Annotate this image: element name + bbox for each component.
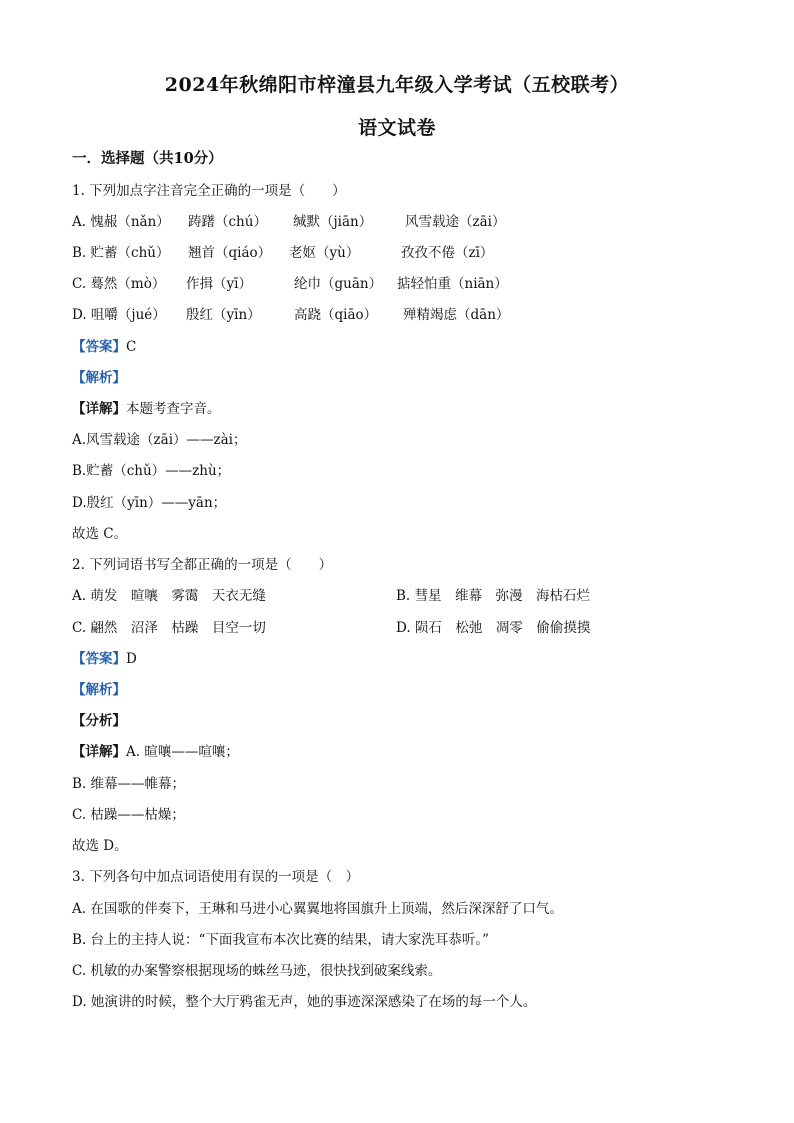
question-1-analysis	[72, 368, 126, 388]
question-3-option-c: C. 机敏的办案警察根据现场的蛛丝马迹，很快找到破案线索。	[72, 963, 442, 979]
option-item: D. 咀嚼（jué）	[72, 307, 166, 323]
option-item: A. 萌发 暄嚷 雾霭 天衣无缝	[72, 588, 266, 604]
option-item: 踌躇（chú）	[188, 214, 267, 230]
section-heading: 一．选择题（共10分）	[72, 150, 223, 167]
option-item: 孜孜不倦（zī）	[401, 245, 494, 261]
detail-tag: 【详解】	[72, 401, 126, 417]
question-2-fenxi	[72, 711, 126, 731]
fenxi-tag: 【分析】	[72, 713, 126, 729]
option-item: 纶巾（guān）	[294, 276, 383, 292]
option-item: D. 陨石 松弛 凋零 偷偷摸摸	[396, 620, 591, 636]
question-3-stem: 3. 下列各句中加点词语使用有误的一项是（ ）	[72, 869, 360, 885]
answer-value: D	[126, 651, 137, 667]
option-item: B. 贮蓄（chǔ）	[72, 245, 170, 261]
answer-tag: 【答案】	[72, 339, 126, 355]
analysis-tag: 【解析】	[72, 370, 126, 386]
option-item: C. 蓦然（mò）	[72, 276, 166, 292]
question-1-detail	[72, 399, 221, 419]
explanation-line: A.风雪载途（zāi）——zài；	[72, 432, 247, 448]
question-1-stem: 1. 下列加点字注音完全正确的一项是（ ）	[72, 183, 346, 199]
option-item: A. 愧赧（nǎn）	[72, 214, 170, 230]
explanation-line: C. 枯躁——枯燥；	[72, 807, 185, 823]
question-2-answer	[72, 649, 137, 669]
explanation-line: B.贮蓄（chǔ）——zhù；	[72, 463, 231, 479]
option-item: B. 彗星 维幕 弥漫 海枯石烂	[396, 588, 591, 604]
option-item: 老妪（yù）	[289, 245, 360, 261]
question-3-option-b: B. 台上的主持人说：“下面我宣布本次比赛的结果，请大家洗耳恭听。”	[72, 932, 490, 948]
document-subtitle: 语文试卷	[357, 117, 436, 139]
option-item: 翘首（qiáo）	[188, 245, 272, 261]
conclusion-line: 故选 C。	[72, 526, 128, 542]
analysis-tag: 【解析】	[72, 682, 126, 698]
conclusion-line: 故选 D。	[72, 838, 128, 854]
detail-tag: 【详解】	[72, 744, 126, 760]
explanation-line: B. 维幕——帷幕；	[72, 776, 186, 792]
option-item: 作揖（yī）	[186, 276, 252, 292]
answer-tag: 【答案】	[72, 651, 126, 667]
document-title: 2024年秋绵阳市梓潼县九年级入学考试（五校联考）	[164, 74, 630, 96]
detail-text: A. 暄嚷——喧嚷；	[126, 744, 239, 760]
option-item: 缄默（jiān）	[293, 214, 373, 230]
question-1-answer	[72, 337, 136, 357]
question-2-detail	[72, 742, 239, 762]
option-item: 殷红（yīn）	[186, 307, 261, 323]
question-3-option-d: D. 她演讲的时候，整个大厅鸦雀无声，她的事迹深深感染了在场的每一个人。	[72, 994, 537, 1010]
option-item: C. 翩然 沼泽 枯躁 目空一切	[72, 620, 266, 636]
question-2-stem: 2. 下列词语书写全都正确的一项是（ ）	[72, 557, 333, 573]
question-2-analysis	[72, 680, 126, 700]
question-3-option-a: A. 在国歌的伴奏下，王琳和马进小心翼翼地将国旗升上顶端，然后深深舒了口气。	[72, 901, 563, 917]
explanation-line: D.殷红（yīn）——yān；	[72, 495, 227, 511]
option-item: 掂轻怕重（niān）	[397, 276, 508, 292]
detail-text: 本题考查字音。	[126, 401, 221, 417]
answer-value: C	[126, 339, 137, 355]
option-item: 风雪载途（zāi）	[405, 214, 506, 230]
option-item: 殚精竭虑（dān）	[403, 307, 510, 323]
option-item: 高跷（qiāo）	[294, 307, 378, 323]
